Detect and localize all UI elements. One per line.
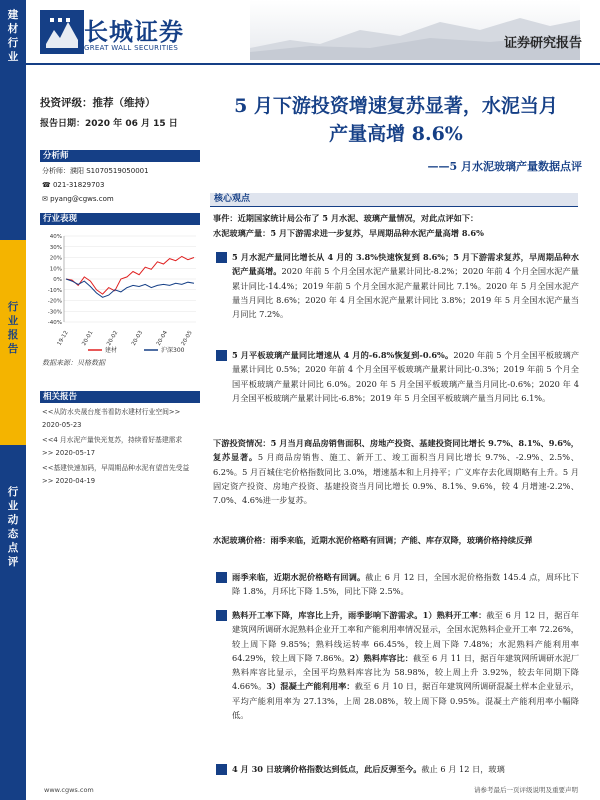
header-divider [26,63,600,65]
logo-text-en: GREAT WALL SECURITIES [84,44,179,52]
bullet-icon [216,572,227,583]
analyst-heading: 分析师 [40,150,200,162]
y-tick-label: -10% [47,287,62,294]
analyst-phone: ☎ 021-31829703 [42,181,105,189]
series-line-1 [66,279,194,297]
x-tick-label: 20-02 [106,330,120,347]
phone-icon: ☎ [42,181,53,189]
side-label-review [0,445,26,800]
analyst-email[interactable]: ✉ pyang@cgws.com [42,195,114,203]
x-tick-label: 20-04 [155,330,169,347]
side-char: 告 [7,343,19,355]
legend-label: 沪深300 [161,347,185,354]
report-date: 报告日期：2020 年 06 月 15 日 [40,119,178,129]
doc-type-label: 证券研究报告 [503,36,582,51]
related-report-3[interactable]: <<基建快速加码，早周期品种水泥有望首先受益>> 2020-04-19 [42,464,190,485]
rating: 投资评级：推荐（维持） [40,97,156,109]
side-char: 业 [7,500,19,512]
side-char: 建 [7,9,19,21]
side-char: 行 [7,486,19,498]
related-report-1[interactable]: <<从防水央晟台度书看防水建材行业空间>> 2020-05-23 [42,408,181,429]
glass-output-paragraph: 5 月平板玻璃产量同比增速从 4 月的-6.8%恢复到-0.6%。2020 年前 5 个月全国平板玻璃产量累计同比 0.5%；2020 年前 4 个月全国平板玻璃产量累计同比-0.3%；2019 年前 5 个月全国平板玻璃产量累计同比 6.0%。2020 年 5 月全国平板玻璃产量当月同比-0.6%；2020 年 4 月全国平板玻璃产量累计同比-6.8%；2019 年 5 月全国平板玻璃产量当月同比 6.1%。 [232,350,580,403]
bullet-icon [216,350,227,361]
y-tick-label: 20% [49,255,62,262]
side-char: 报 [7,329,19,341]
clinker-paragraph: 熟料开工率下降，库容比上升，雨季影响下游需求。1）熟料开工率：截至 6 月 12 日，据百年建筑网所调研水泥熟料企业开工率和产能利用率情况显示，全国水泥熟料企业开工率 72.26%，较上周下降 9.85%；熟料线运转率 66.45%，较上周下降 7.48%；水泥熟料产能利用率 64.29%，较上周下降 7.86%。2）熟料库容比：截至 6 月 11 日，据百年建筑网所调研水泥厂熟料库容比显示，全国平均熟料库容比为 58.98%，较上周上升 3.92%，较去年同期下降 4.66%。3）混凝土产能利用率：截至 6 月 10 日，据百年建筑网所调研混凝土样本企业显示，平均产能利用率为 27.13%，上周 28.08%，较上周下降 0.95%。混凝土产能利用率小幅降低。 [232,610,580,721]
side-char: 业 [7,51,19,63]
legend-label: 建材 [105,347,118,354]
analyst-name: 分析师：濮阳 S1070519050001 [42,167,149,175]
side-strip [0,0,26,800]
related-report-2[interactable]: <<4 月水泥产量快光复苏，持续看好基建需求>> 2020-05-17 [42,436,183,457]
side-char: 评 [7,556,19,568]
y-tick-label: 0% [53,277,62,283]
series-line-0 [66,256,194,294]
performance-chart-svg [40,228,200,358]
y-tick-label: -30% [47,309,62,316]
logo-text-cn: 长城证券 [84,18,184,46]
cement-price-paragraph: 雨季来临，近期水泥价格略有回调。截止 6 月 12 日，全国水泥价格指数 145.4 点，周环比下降 1.8%，月环比下降 1.5%，同比下降 2.5%。 [232,572,579,597]
side-char: 动 [7,514,19,526]
bullet-icon [216,764,227,775]
y-tick-label: 40% [49,234,62,240]
bullet-icon [216,252,227,263]
side-char: 业 [7,315,19,327]
bullet-icon [216,610,227,621]
performance-chart [40,228,200,358]
report-subtitle: ——5 月水泥玻璃产量数据点评 [427,160,582,173]
downstream-paragraph: 下游投资情况：5 月当月商品房销售面积、房地产投资、基建投资同比增长 9.7%、8.1%、9.6%，复苏显著。5 月商品房销售、施工、新开工、竣工面积当月同比增长 9.7%、-2.9%、2.5%、6.2%。5 月百城住宅价格指数同比 3.0%，增速基本和上月持平；广义库存去化周期略有上升。5 月固定资产投资、房地产投资、基建投资当月同比增长 0.9%、8.1%、9.6%，较 4 月增速-2.2%、7.0%、4.6%进一步复苏。 [213,438,579,506]
y-tick-label: 10% [49,266,62,273]
x-tick-label: 19-12 [56,330,70,347]
cement-glass-heading: 水泥玻璃产量：5 月下游需求进一步复苏，早周期品种水泥产量高增 8.6% [213,228,484,238]
side-char: 点 [7,542,19,554]
y-tick-label: -40% [47,320,62,326]
y-tick-label: -20% [47,298,62,305]
chart-source: 数据来源：贝格数据 [42,359,105,367]
side-char: 态 [7,528,19,540]
y-tick-label: 30% [49,244,62,251]
x-tick-label: 20-03 [130,330,145,347]
email-icon: ✉ [42,195,51,203]
footer-note: 请参考最后一页评级说明及重要声明 [474,786,578,794]
side-char: 行 [7,37,19,49]
side-label-report [0,240,26,445]
side-char: 行 [7,301,19,313]
price-heading: 水泥玻璃价格：雨季来临，近期水泥价格略有回调；产能、库存双降，玻璃价格持续反弹 [213,535,533,545]
logo-icon [40,10,84,54]
side-label-industry [0,0,26,240]
related-heading: 相关报告 [40,391,200,403]
cement-output-paragraph: 5 月水泥产量同比增长从 4 月的 3.8%快速恢复到 8.6%；5 月下游需求复苏，早周期品种水泥产量高增。2020 年前 5 个月全国水泥产量累计同比-8.2%；2020 年前 4 个月全国水泥产量累计同比-14.4%；2019 年前 5 个月全国水泥产量累计同比 7.1%。2020 年 5 月全国水泥产量当月同比 8.6%；2020 年 4 月全国水泥产量累计同比 3.8%；2019 年 5 月全国水泥产量当月同比 7.2%。 [232,252,579,320]
performance-heading: 行业表现 [40,213,200,225]
footer-url[interactable]: www.cgws.com [44,786,94,794]
glass-price-paragraph: 4 月 30 日玻璃价格指数达到低点，此后反弹至今。截止 6 月 12 日，玻璃 [232,764,505,774]
core-heading: 核心观点 [210,193,578,206]
great-wall-banner [250,0,580,60]
report-title: 5 月下游投资增速复苏显著，水泥当月 产量高增 8.6% [234,95,558,145]
side-char: 材 [7,23,19,35]
x-tick-label: 20-01 [81,330,95,347]
x-tick-label: 20-05 [180,330,194,347]
event-text: 事件：近期国家统计局公布了 5 月水泥、玻璃产量情况，对此点评如下： [213,213,479,223]
